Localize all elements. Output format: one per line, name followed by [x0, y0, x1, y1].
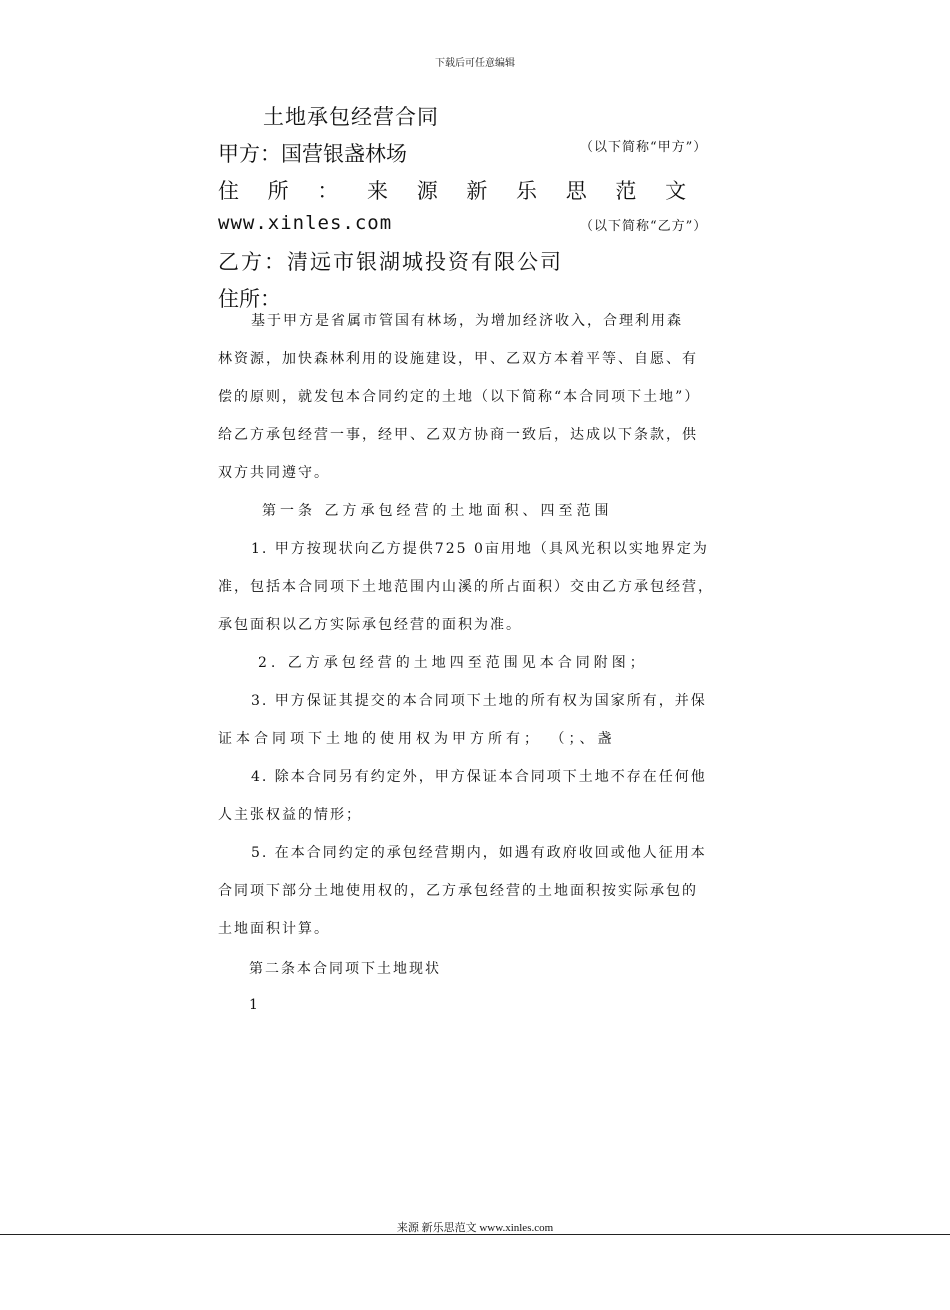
footer-divider	[0, 1234, 950, 1235]
party-b-short-name: （以下简称“乙方”）	[580, 219, 708, 234]
clause-line: 2. 乙方承包经营的土地四至范围见本合同附图；	[258, 655, 648, 671]
clause-line: 3. 甲方保证其提交的本合同项下土地的所有权为国家所有，并保	[251, 693, 707, 709]
address-line: 住 所 ： 来 源 新 乐 思 范 文	[218, 179, 698, 203]
party-a-short-name: （以下简称“甲方”）	[580, 140, 708, 155]
clause-line: 承包面积以乙方实际承包经营的面积为准。	[218, 617, 522, 633]
preamble-line: 基于甲方是省属市管国有林场，为增加经济收入，合理利用森	[251, 313, 683, 329]
party-b-address: 住所：	[218, 287, 281, 311]
contract-title: 土地承包经营合同	[263, 105, 439, 129]
article-2-heading: 第二条本合同项下土地现状	[249, 961, 441, 977]
clause-line: 人主张权益的情形；	[218, 807, 362, 823]
clause-line: 准，包括本合同项下土地范围内山溪的所占面积）交由乙方承包经营，	[218, 579, 714, 595]
preamble-line: 双方共同遵守。	[218, 465, 330, 481]
preamble-line: 偿的原则，就发包本合同约定的土地（以下简称“本合同项下土地”）	[218, 389, 701, 405]
clause-line: 5. 在本合同约定的承包经营期内，如遇有政府收回或他人征用本	[251, 845, 707, 861]
clause-line: 合同项下部分土地使用权的，乙方承包经营的土地面积按实际承包的	[218, 883, 698, 899]
preamble-line: 给乙方承包经营一事，经甲、乙双方协商一致后，达成以下条款，供	[218, 427, 698, 443]
article-1-heading: 第一条 乙方承包经营的土地面积、四至范围	[262, 503, 613, 519]
clause-line: 1. 甲方按现状向乙方提供725 0亩用地（具风光积以实地界定为	[251, 541, 709, 557]
clause-line: 证本合同项下土地的使用权为甲方所有； （；、盏	[218, 731, 616, 747]
preamble-line: 林资源，加快森林利用的设施建设，甲、乙双方本着平等、自愿、有	[218, 351, 698, 367]
clause-line: 土地面积计算。	[218, 921, 330, 937]
website-line[interactable]: www.xinles.com	[218, 212, 393, 234]
party-a-line: 甲方：国营银盏林场	[218, 142, 407, 166]
party-b-line: 乙方：清远市银湖城投资有限公司	[218, 250, 563, 274]
page-number: 1	[249, 997, 258, 1013]
clause-line: 4. 除本合同另有约定外，甲方保证本合同项下土地不存在任何他	[251, 769, 707, 785]
header-note: 下载后可任意编辑	[435, 58, 515, 69]
footer-text: 来源 新乐思范文 www.xinles.com	[396, 1222, 554, 1234]
